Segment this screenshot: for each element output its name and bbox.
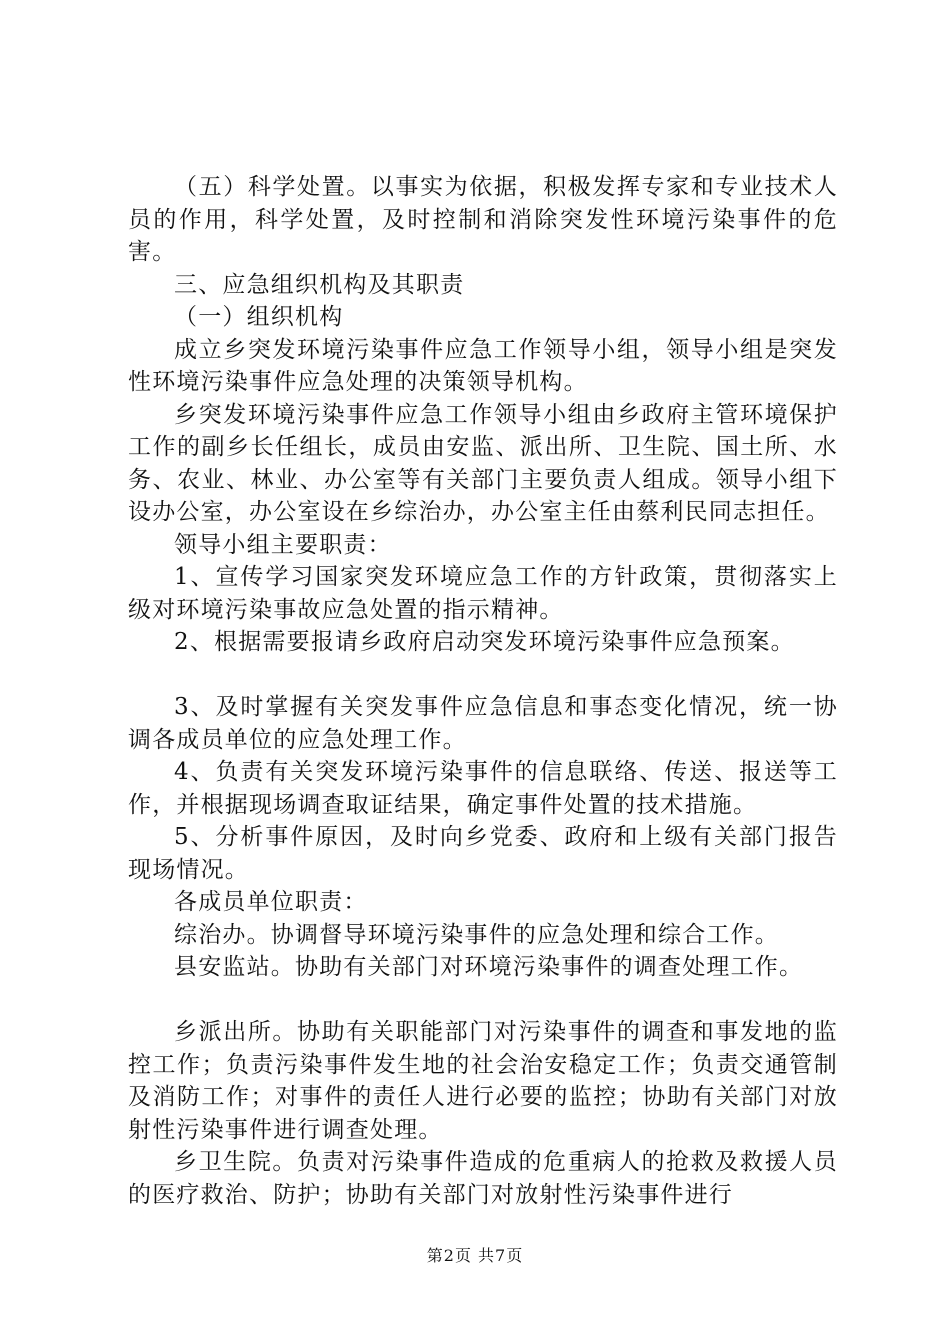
duty-item-4: 4、负责有关突发环境污染事件的信息联络、传送、报送等工作，并根据现场调查取证结果，确定事件处置的技术措施。 — [128, 759, 838, 818]
duty-item-5: 5、分析事件原因，及时向乡党委、政府和上级有关部门报告现场情况。 — [128, 824, 838, 883]
paragraph-leading-group: 成立乡突发环境污染事件应急工作领导小组，领导小组是突发性环境污染事件应急处理的决策领导机构。 — [128, 336, 838, 395]
heading-member-duties: 各成员单位职责： — [174, 889, 368, 915]
page-number-footer: 第2页 共7页 — [426, 1246, 524, 1265]
member-duty-safety-station: 县安监站。协助有关部门对环境污染事件的调查处理工作。 — [174, 954, 804, 980]
member-duty-health-center: 乡卫生院。负责对污染事件造成的危重病人的抢救及救援人员的医疗救治、防护；协助有关部门对放射性污染事件进行 — [128, 1149, 838, 1208]
section-heading-organization: 三、应急组织机构及其职责 — [174, 271, 465, 298]
duty-item-2: 2、根据需要报请乡政府启动突发环境污染事件应急预案。 — [174, 629, 795, 655]
member-duty-comprehensive-office: 综治办。协调督导环境污染事件的应急处理和综合工作。 — [174, 921, 779, 948]
heading-group-duties: 领导小组主要职责： — [174, 531, 392, 558]
blank-line — [128, 659, 838, 692]
member-duty-police-station: 乡派出所。协助有关职能部门对污染事件的调查和事发地的监控工作；负责污染事件发生地的社会治安稳定工作；负责交通管制及消防工作；对事件的责任人进行必要的监控；协助有关部门对放射性污染事件进行调查处理。 — [128, 1019, 838, 1143]
subsection-heading-organization: （一）组织机构 — [174, 304, 344, 330]
paragraph-principle-five: （五）科学处置。以事实为依据，积极发挥专家和专业技术人员的作用，科学处置，及时控制和消除突发性环境污染事件的危害。 — [128, 174, 838, 265]
blank-line — [128, 984, 838, 1017]
paragraph-group-composition: 乡突发环境污染事件应急工作领导小组由乡政府主管环境保护工作的副乡长任组长，成员由安监、派出所、卫生院、国土所、水务、农业、林业、办公室等有关部门主要负责人组成。领导小组下设办公室，办公室设在乡综治办，办公室主任由蔡利民同志担任。 — [128, 401, 838, 525]
duty-item-3: 3、及时掌握有关突发事件应急信息和事态变化情况，统一协调各成员单位的应急处理工作。 — [128, 694, 838, 753]
document-body — [128, 171, 838, 1211]
duty-item-1: 1、宣传学习国家突发环境应急工作的方针政策，贯彻落实上级对环境污染事故应急处置的指示精神。 — [128, 564, 838, 623]
